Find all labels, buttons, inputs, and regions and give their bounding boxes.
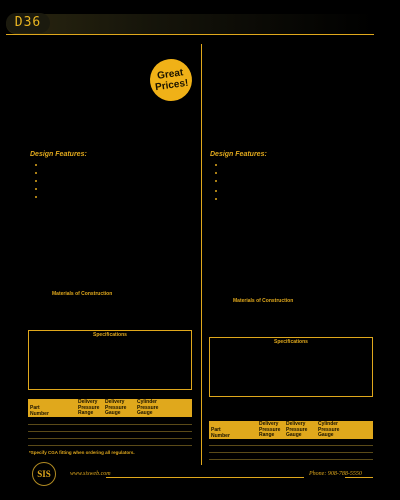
header-bar: [6, 14, 374, 34]
badge-line1: Great: [156, 67, 184, 82]
col-delivery-gauge: Delivery Pressure Gauge: [105, 399, 127, 416]
col-delivery-gauge: Delivery Pressure Gauge: [286, 421, 308, 438]
list-item: [35, 186, 155, 194]
col-part-number: Part Number: [30, 405, 49, 417]
left-table-header: [28, 399, 192, 417]
table-row: [28, 424, 192, 425]
footer-url[interactable]: www.sisweb.com: [70, 471, 111, 477]
footer-phone: Phone: 908-788-5550: [309, 471, 362, 477]
list-item: [215, 162, 335, 170]
list-item: [215, 196, 335, 204]
left-specifications-title: Specifications: [93, 332, 127, 338]
col-cylinder-gauge: Cylinder Pressure Gauge: [318, 421, 340, 438]
col-part-number: Part Number: [211, 427, 230, 439]
list-item: [35, 194, 155, 202]
col-delivery-range: Delivery Pressure Range: [259, 421, 281, 438]
col-delivery-range: Delivery Pressure Range: [78, 399, 100, 416]
list-item: [215, 188, 335, 196]
column-divider: [201, 44, 202, 465]
list-item: [35, 170, 155, 178]
list-item: [215, 170, 335, 178]
footer-rule: [106, 477, 304, 478]
footnote: *Specify CGA fitting when ordering all regulators.: [29, 450, 135, 455]
right-materials-label: Materials of Construction: [233, 298, 294, 304]
right-feature-list: [215, 162, 335, 204]
header-rule: [6, 34, 374, 35]
table-row: [28, 431, 192, 432]
left-materials-label: Materials of Construction: [52, 291, 113, 297]
table-row: [28, 438, 192, 439]
list-item: [35, 162, 155, 170]
right-features-title: Design Features:: [210, 151, 267, 158]
footer-rule-end: [345, 477, 373, 478]
table-row: [209, 452, 373, 453]
list-item: [215, 178, 335, 188]
left-feature-list: [35, 162, 155, 202]
product-code: D36: [6, 13, 50, 33]
right-specifications-title: Specifications: [274, 339, 308, 345]
left-specifications-box: [28, 330, 192, 390]
great-prices-badge: [147, 56, 194, 103]
table-row: [28, 445, 192, 446]
list-item: [35, 178, 155, 186]
table-row: [209, 459, 373, 460]
right-table-header: [209, 421, 373, 439]
col-cylinder-gauge: Cylinder Pressure Gauge: [137, 399, 159, 416]
sis-logo: SIS: [32, 462, 56, 486]
right-specifications-box: [209, 337, 373, 397]
left-features-title: Design Features:: [30, 151, 87, 158]
badge-line2: Prices!: [154, 77, 190, 94]
table-row: [209, 445, 373, 446]
